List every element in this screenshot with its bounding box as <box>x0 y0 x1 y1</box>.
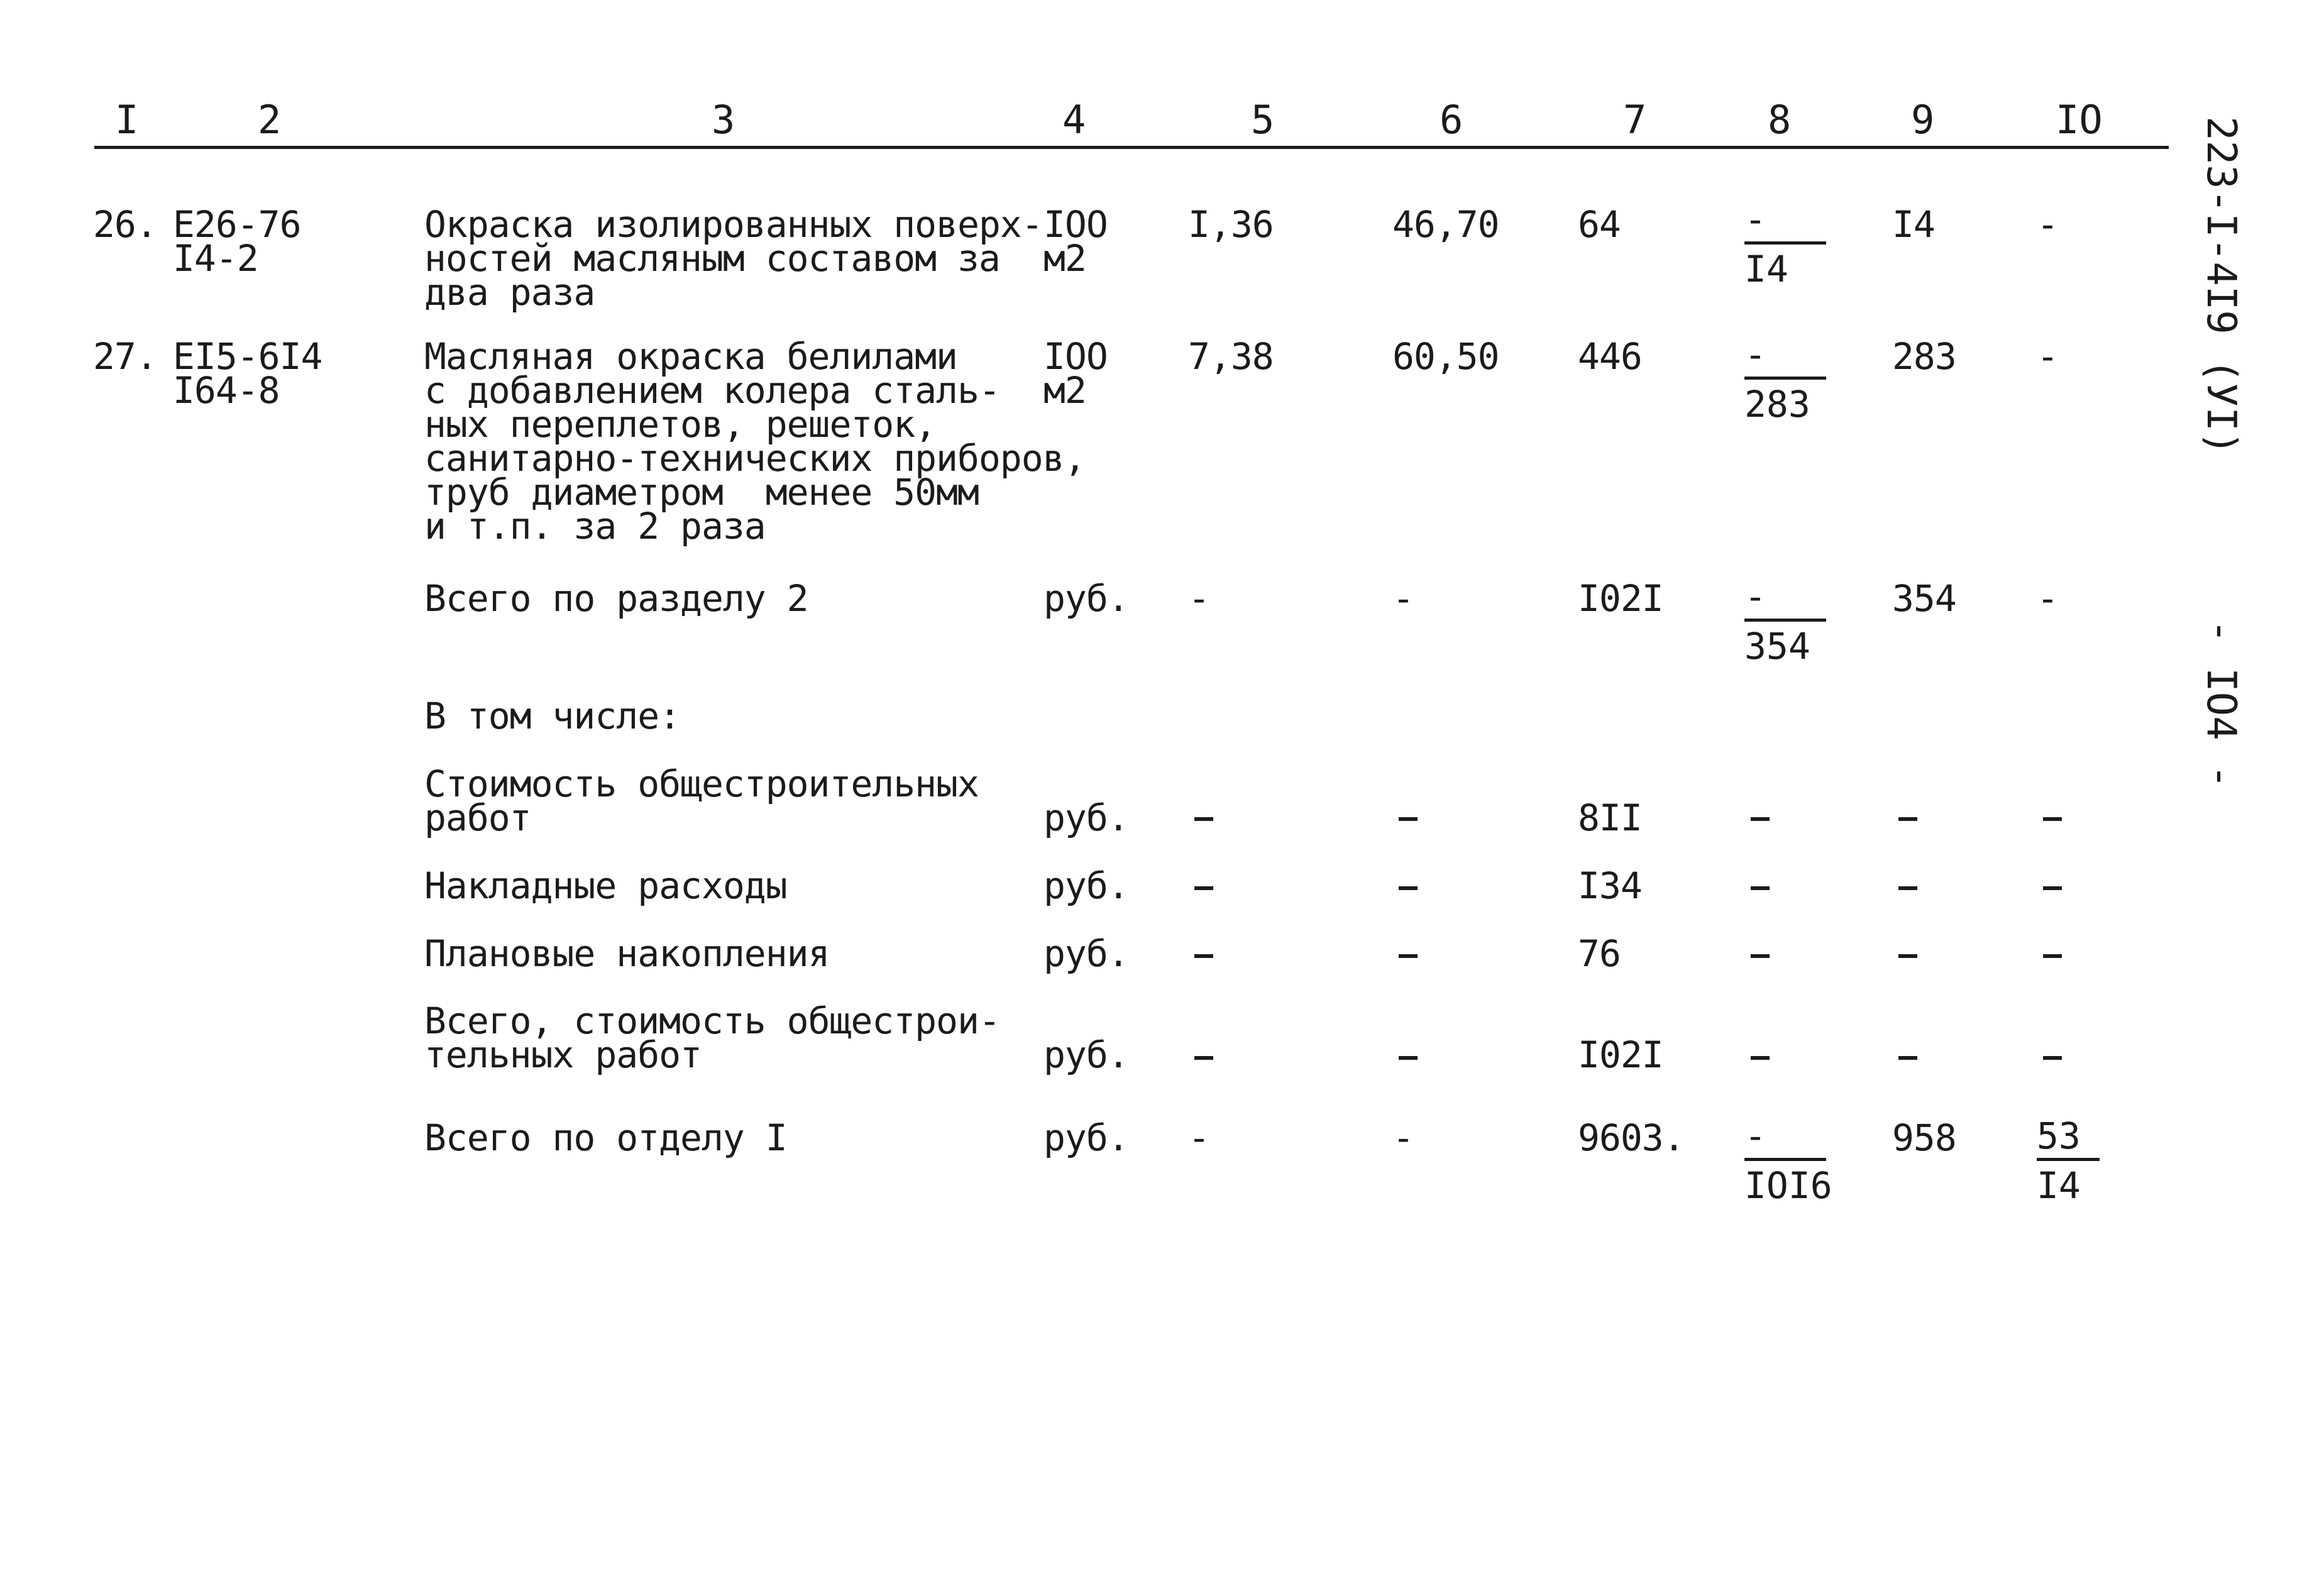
empty-dash <box>1898 817 1917 821</box>
fraction-denominator: IOI6 <box>1744 1164 1832 1207</box>
row-number: 26. <box>93 203 157 246</box>
dept-total-col9: 958 <box>1892 1116 1956 1159</box>
empty-dash <box>1399 1056 1418 1060</box>
section-total-col8-fraction <box>1744 575 1826 668</box>
fraction-numerator: - <box>1744 1114 1766 1157</box>
row-code: EI5-6I4 <box>173 335 322 378</box>
col-header-2: 2 <box>258 97 282 143</box>
empty-dash <box>1898 954 1917 958</box>
row-col8-fraction <box>1744 333 1826 426</box>
col-header-8: 8 <box>1768 97 1792 143</box>
empty-dash <box>1751 817 1770 821</box>
row-code: E26-76 <box>173 203 301 246</box>
row-col10: - <box>2037 203 2058 246</box>
section-total-unit: руб. <box>1044 577 1129 620</box>
breakdown-col7: 8II <box>1578 796 1642 839</box>
breakdown-description: Накладные расходы <box>424 864 787 907</box>
breakdown-unit: руб. <box>1044 796 1129 839</box>
empty-dash <box>1751 886 1770 890</box>
breakdown-unit: руб. <box>1044 864 1129 907</box>
col-header-10: IO <box>2056 97 2103 143</box>
breakdown-col7: I02I <box>1578 1033 1663 1076</box>
side-page-number: - IO4 - <box>2198 619 2244 789</box>
empty-dash <box>1751 954 1770 958</box>
section-total-col7: I02I <box>1578 577 1663 620</box>
section-total-col9: 354 <box>1892 577 1956 620</box>
row-description: Масляная окраска белилами с добавлением колера сталь- ных переплетов, решеток, санитарно-технических приборов, труб диаметром менее 50мм и т.п. за 2 раза <box>424 335 1086 548</box>
fraction-bar <box>1744 619 1826 622</box>
fraction-bar <box>1744 377 1826 380</box>
breakdown-unit: руб. <box>1044 932 1129 975</box>
empty-dash <box>2043 886 2062 890</box>
row-code-sub: I4-2 <box>173 237 258 280</box>
fraction-denominator: 283 <box>1744 383 1810 426</box>
row-col5: I,36 <box>1188 203 1274 246</box>
fraction-numerator: 53 <box>2037 1114 2081 1157</box>
col-header-1: I <box>115 97 139 143</box>
empty-dash <box>1194 1056 1213 1060</box>
section-total-col6: - <box>1392 577 1414 620</box>
empty-dash <box>1898 1056 1917 1060</box>
row-description: Окраска изолированных поверх- ностей масляным составом за два раза <box>424 203 1043 314</box>
col-header-4: 4 <box>1062 97 1086 143</box>
dept-total-col7: 9603. <box>1578 1116 1685 1159</box>
row-unit: IOO м2 <box>1044 203 1108 280</box>
dept-total-label: Всего по отделу I <box>424 1116 787 1159</box>
row-col6: 46,70 <box>1392 203 1499 246</box>
fraction-denominator: I4 <box>2037 1164 2081 1207</box>
row-col6: 60,50 <box>1392 335 1499 378</box>
empty-dash <box>1399 954 1418 958</box>
dept-total-unit: руб. <box>1044 1116 1129 1159</box>
empty-dash <box>2043 1056 2062 1060</box>
section-total-label: Всего по разделу 2 <box>424 577 808 620</box>
breakdown-col7: I34 <box>1578 864 1642 907</box>
row-unit: IOO м2 <box>1044 335 1108 412</box>
empty-dash <box>1194 817 1213 821</box>
row-col5: 7,38 <box>1188 335 1274 378</box>
dept-total-col5: - <box>1188 1116 1209 1159</box>
row-col10: - <box>2037 335 2058 378</box>
fraction-numerator: - <box>1744 333 1766 376</box>
fraction-numerator: - <box>1744 198 1766 241</box>
empty-dash <box>1194 954 1213 958</box>
row-code-sub: I64-8 <box>173 369 280 412</box>
breakdown-description: Плановые накопления <box>424 932 830 975</box>
row-col9: I4 <box>1892 203 1935 246</box>
fraction-numerator: - <box>1744 575 1766 618</box>
row-col7: 64 <box>1578 203 1621 246</box>
side-document-code: 223-I-4I9 (УI) <box>2198 116 2244 456</box>
dept-total-col10-fraction <box>2037 1114 2100 1207</box>
including-label: В том числе: <box>424 695 681 737</box>
col-header-6: 6 <box>1440 97 1463 143</box>
row-col9: 283 <box>1892 335 1956 378</box>
empty-dash <box>2043 817 2062 821</box>
empty-dash <box>2043 954 2062 958</box>
empty-dash <box>1194 886 1213 890</box>
breakdown-description: Всего, стоимость общестрои- тельных работ <box>424 999 1000 1076</box>
empty-dash <box>1751 1056 1770 1060</box>
fraction-bar <box>2037 1158 2100 1161</box>
fraction-bar <box>1744 241 1826 245</box>
col-header-7: 7 <box>1623 97 1647 143</box>
fraction-bar <box>1744 1158 1826 1161</box>
fraction-denominator: I4 <box>1744 248 1788 290</box>
section-total-col5: - <box>1188 577 1209 620</box>
breakdown-col7: 76 <box>1578 932 1621 975</box>
empty-dash <box>1898 886 1917 890</box>
row-col7: 446 <box>1578 335 1642 378</box>
row-col8-fraction <box>1744 198 1826 290</box>
col-header-3: 3 <box>712 97 735 143</box>
dept-total-col8-fraction <box>1744 1114 1832 1207</box>
section-total-col10: - <box>2037 577 2058 620</box>
row-number: 27. <box>93 335 157 378</box>
fraction-denominator: 354 <box>1744 625 1810 668</box>
breakdown-unit: руб. <box>1044 1033 1129 1076</box>
col-header-5: 5 <box>1251 97 1275 143</box>
col-header-9: 9 <box>1911 97 1935 143</box>
breakdown-description: Стоимость общестроительных работ <box>424 762 979 839</box>
empty-dash <box>1399 886 1418 890</box>
dept-total-col6: - <box>1392 1116 1414 1159</box>
empty-dash <box>1399 817 1418 821</box>
header-rule <box>94 146 2169 149</box>
